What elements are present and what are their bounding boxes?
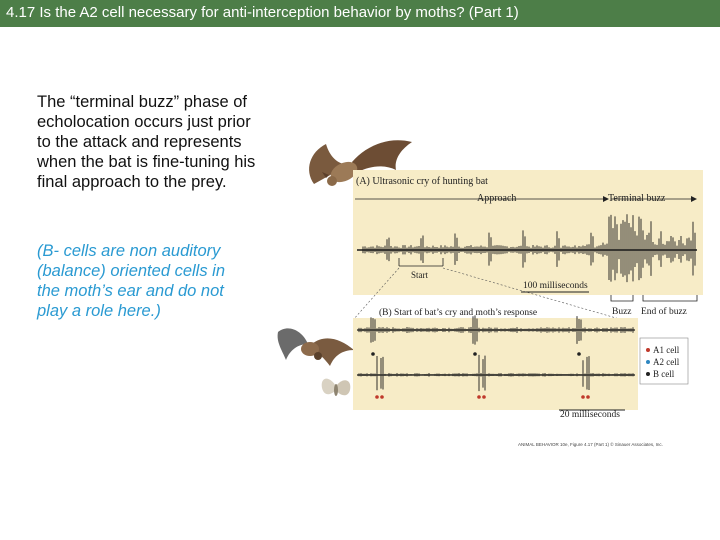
- panel-a-background: [353, 170, 703, 295]
- legend-marker-b: [646, 372, 650, 376]
- body-text: The “terminal buzz” phase of echolocation occurs just prior to the attack and represents when the bat is fine-tuning his final approach to the prey.: [37, 93, 256, 191]
- moth-image: [318, 370, 354, 404]
- panel-a-title: (A) Ultrasonic cry of hunting bat: [356, 176, 488, 187]
- approach-label: Approach: [477, 193, 517, 204]
- figure-credit: ANIMAL BEHAVIOR 10e, Figure 4.17 (Part 1) © Sinauer Associates, Inc.: [518, 442, 663, 447]
- end-of-buzz-label: End of buzz: [641, 307, 687, 317]
- title-bar: [0, 0, 720, 27]
- legend-marker-a2: [646, 360, 650, 364]
- panel-b-title: (B) Start of bat’s cry and moth’s response: [379, 308, 538, 318]
- legend-label-a1: A1 cell: [653, 345, 680, 355]
- scale-b-label: 20 milliseconds: [560, 410, 620, 420]
- slide-title: 4.17 Is the A2 cell necessary for anti-interception behavior by moths? (Part 1): [6, 4, 519, 21]
- start-label: Start: [411, 270, 428, 280]
- bat-image-middle: [272, 322, 356, 374]
- legend-label-a2: A2 cell: [653, 357, 680, 367]
- legend-label-b: B cell: [653, 369, 675, 379]
- oscillogram-figure: [353, 170, 703, 450]
- note-text: (B- cells are non auditory (balance) oriented cells in the moth’s ear and do not play a role here.): [37, 242, 226, 320]
- buzz-label: Buzz: [612, 307, 632, 317]
- legend-marker-a1: [646, 348, 650, 352]
- scale-a-label: 100 milliseconds: [523, 281, 588, 291]
- terminal-buzz-label: Terminal buzz: [608, 193, 666, 204]
